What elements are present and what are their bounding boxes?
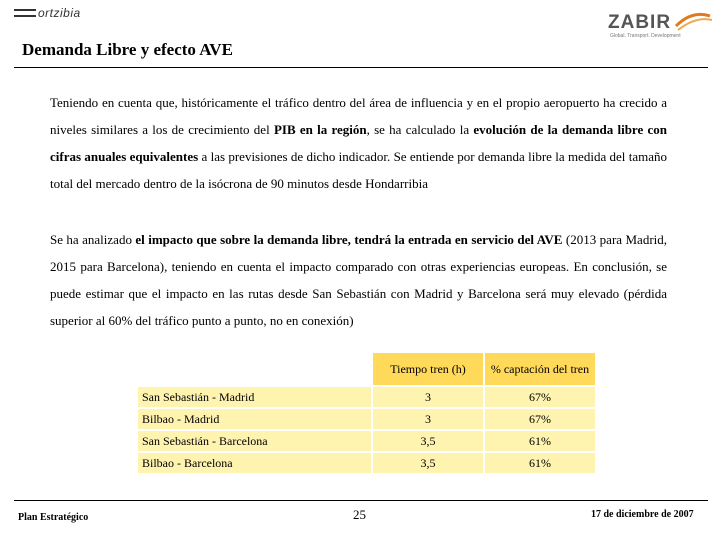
ortzibia-logo-text: ortzibia xyxy=(38,6,81,20)
captacion-cell: 61% xyxy=(485,431,595,451)
title-divider xyxy=(14,67,708,68)
tiempo-cell: 3 xyxy=(373,387,483,407)
table-row xyxy=(138,453,595,473)
paragraph1-text-1: Teniendo en cuenta que, históricamente el tráfico dentro del área de influencia y en el propio aeropuerto ha crecido a niveles similares a los de crecimiento del xyxy=(50,95,667,137)
captacion-cell: 67% xyxy=(485,409,595,429)
table-corner-cell xyxy=(138,353,371,385)
table-row xyxy=(138,409,595,429)
footer-divider xyxy=(14,500,708,501)
captacion-cell: 67% xyxy=(485,387,595,407)
route-cell: Bilbao - Barcelona xyxy=(138,453,371,473)
ortzibia-logo xyxy=(14,6,81,20)
route-cell: Bilbao - Madrid xyxy=(138,409,371,429)
paragraph-impacto-ave xyxy=(50,226,667,334)
page-number: 25 xyxy=(353,507,366,522)
captacion-table xyxy=(136,351,597,475)
tiempo-cell: 3,5 xyxy=(373,431,483,451)
route-cell: San Sebastián - Barcelona xyxy=(138,431,371,451)
page-title: Demanda Libre y efecto AVE xyxy=(22,40,233,59)
captacion-cell: 61% xyxy=(485,453,595,473)
paragraph1-bold-2: evolución de la demanda libre con cifras anuales equivalentes xyxy=(50,122,667,164)
zabir-logo xyxy=(606,8,714,38)
paragraph1-text-2: , se ha calculado la xyxy=(366,122,474,137)
header-captacion: % captación del tren xyxy=(485,353,595,385)
footer-date: 17 de diciembre de 2007 xyxy=(591,509,694,520)
footer-document-name: Plan Estratégico xyxy=(18,512,89,523)
zabir-logo-text: ZABIR xyxy=(608,12,672,33)
paragraph2-text-2: (2013 para Madrid, 2015 para Barcelona), teniendo en cuenta el impacto comparado con otras experiencias europeas. En conclusión, se puede estimar que el impacto en las rutas desde San Sebastián con Madrid y Barcelona será muy elevado (pérdida superior al 60% del tráfico punto a punto, no en conexión) xyxy=(50,232,668,328)
table-row xyxy=(138,387,595,407)
zabir-logo-tagline: Global. Transport. Development xyxy=(610,33,681,39)
ortzibia-logo-mark xyxy=(14,9,36,17)
paragraph2-text-1: Se ha analizado xyxy=(50,232,136,247)
table-header-row xyxy=(138,353,595,385)
paragraph1-bold-1: PIB en la región xyxy=(273,122,367,137)
table-row xyxy=(138,431,595,451)
paragraph1-text-3: a las previsiones de dicho indicador. Se entiende por demanda libre la medida del tamaño total del mercado dentro de la isócrona de 90 minutos desde Hondarribia xyxy=(50,149,667,191)
tiempo-cell: 3,5 xyxy=(373,453,483,473)
paragraph2-bold-1: el impacto que sobre la demanda libre, tendrá la entrada en servicio del AVE xyxy=(135,232,563,247)
header-tiempo-tren: Tiempo tren (h) xyxy=(373,353,483,385)
tiempo-cell: 3 xyxy=(373,409,483,429)
route-cell: San Sebastián - Madrid xyxy=(138,387,371,407)
paragraph-demanda-libre xyxy=(50,89,667,197)
